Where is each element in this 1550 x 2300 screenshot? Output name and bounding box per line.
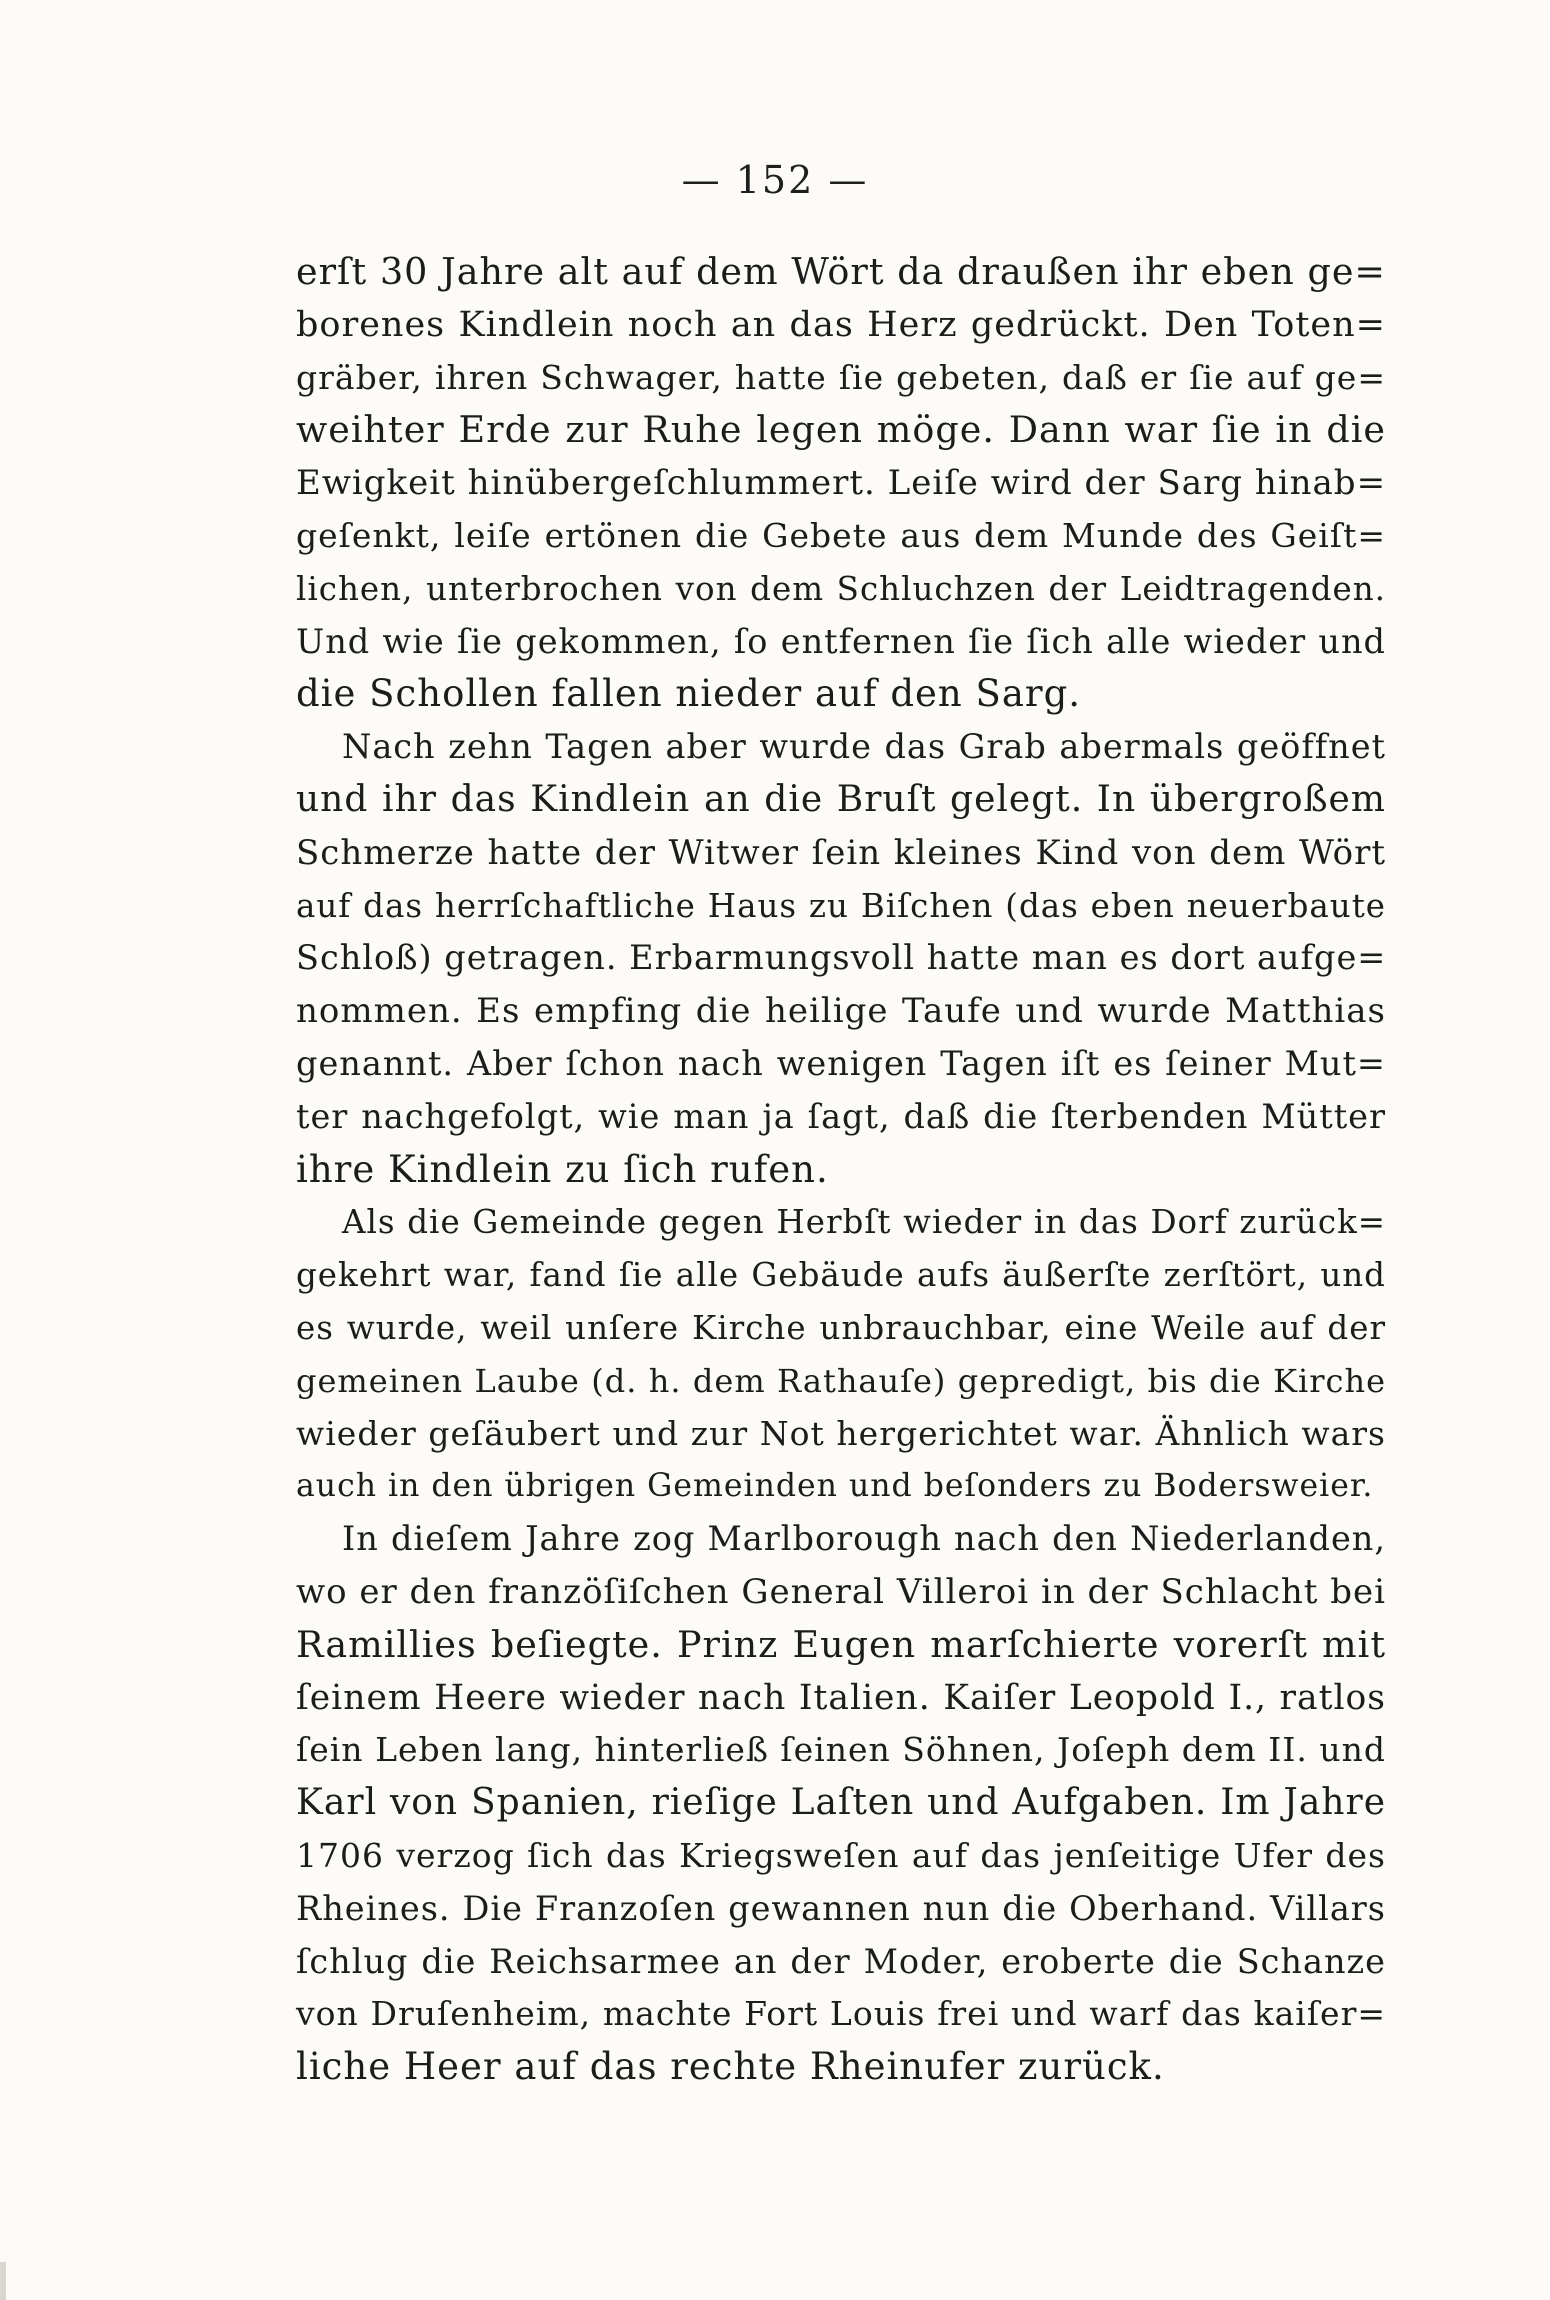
paragraph-4 [296,1513,1386,2094]
scan-edge-mark [0,2262,6,2300]
body-text [296,246,1386,2094]
paragraph-3 [296,1196,1386,1513]
text-line: geſenkt, leiſe ertönen die Gebete aus dem Munde des Geiſt= [296,515,1386,555]
text-line: die Schollen fallen nieder auf den Sarg. [296,672,1082,716]
text-line: und ihr das Kindlein an die Bruſt gelegt. In übergroßem [296,778,1386,820]
text-line: nommen. Es empfing die heilige Taufe und wurde Matthias [296,991,1386,1032]
text-line: Rheines. Die Franzoſen gewannen nun die Oberhand. Villars [296,1888,1386,1928]
text-line: genannt. Aber ſchon nach wenigen Tagen iſt es ſeiner Mut= [296,1043,1386,1083]
text-line: ter nachgefolgt, wie man ja ſagt, daß die ſterbenden Mütter [296,1096,1386,1136]
text-line: ſein Leben lang, hinterließ ſeinen Söhnen, Joſeph dem II. und [296,1730,1386,1770]
text-line: gräber, ihren Schwager, hatte ſie gebeten, daß er ſie auf ge= [296,357,1386,397]
text-line: Nach zehn Tagen aber wurde das Grab abermals geöffnet [342,727,1386,767]
text-line: auch in den übrigen Gemeinden und beſonders zu Bodersweier. [296,1468,1374,1505]
text-line: gemeinen Laube (d. h. dem Rathauſe) gepredigt, bis die Kirche [296,1361,1386,1400]
text-line: In dieſem Jahre zog Marlborough nach den Niederlanden, [342,1519,1386,1559]
text-line: gekehrt war, fand ſie alle Gebäude aufs äußerſte zerſtört, und [296,1256,1386,1295]
text-line: borenes Kindlein noch an das Herz gedrückt. Den Toten= [296,304,1386,345]
page-number: — 152 — [681,158,869,202]
text-line: ſchlug die Reichsarmee an der Moder, eroberte die Schanze [296,1941,1386,1981]
text-line: liche Heer auf das rechte Rheinufer zurück. [296,2045,1165,2089]
text-line: erſt 30 Jahre alt auf dem Wört da draußen ihr eben ge= [296,250,1386,293]
text-line: Schloß) getragen. Erbarmungsvoll hatte man es dort aufge= [296,938,1387,978]
text-line: weihter Erde zur Ruhe legen möge. Dann war ſie in die [296,408,1386,452]
text-line: wo er den franzöſiſchen General Villeroi in der Schlacht bei [296,1571,1387,1612]
text-line: ihre Kindlein zu ſich rufen. [296,1147,829,1191]
text-line: Als die Gemeinde gegen Herbſt wieder in das Dorf zurück= [342,1203,1386,1242]
text-line: Und wie ſie gekommen, ſo entfernen ſie ſich alle wieder und [296,621,1386,661]
text-line: 1706 verzog ſich das Kriegsweſen auf das jenſeitige Ufer des [296,1835,1386,1875]
text-line: von Druſenheim, machte Fort Louis frei und warf das kaiſer= [296,1994,1386,2034]
text-line: auf das herrſchaftliche Haus zu Biſchen (das eben neuerbaute [296,886,1386,925]
text-line: wieder geſäubert und zur Not hergerichtet war. Ähnlich wars [296,1413,1386,1453]
text-line: es wurde, weil unſere Kirche unbrauchbar, eine Weile auf der [296,1308,1386,1347]
paragraph-1 [296,246,1386,721]
text-line: Ramillies beſiegte. Prinz Eugen marſchierte vorerſt mit [296,1622,1386,1666]
text-line: lichen, unterbrochen von dem Schluchzen der Leidtragenden. [296,569,1386,608]
text-line: ſeinem Heere wieder nach Italien. Kaiſer Leopold I., ratlos [296,1677,1386,1718]
paragraph-2 [296,721,1386,1196]
text-line: Schmerze hatte der Witwer ſein kleines Kind von dem Wört [296,832,1386,873]
text-line: Karl von Spanien, rieſige Laſten und Aufgaben. Im Jahre [296,1782,1386,1824]
text-line: Ewigkeit hinübergeſchlummert. Leiſe wird der Sarg hinab= [296,463,1387,504]
